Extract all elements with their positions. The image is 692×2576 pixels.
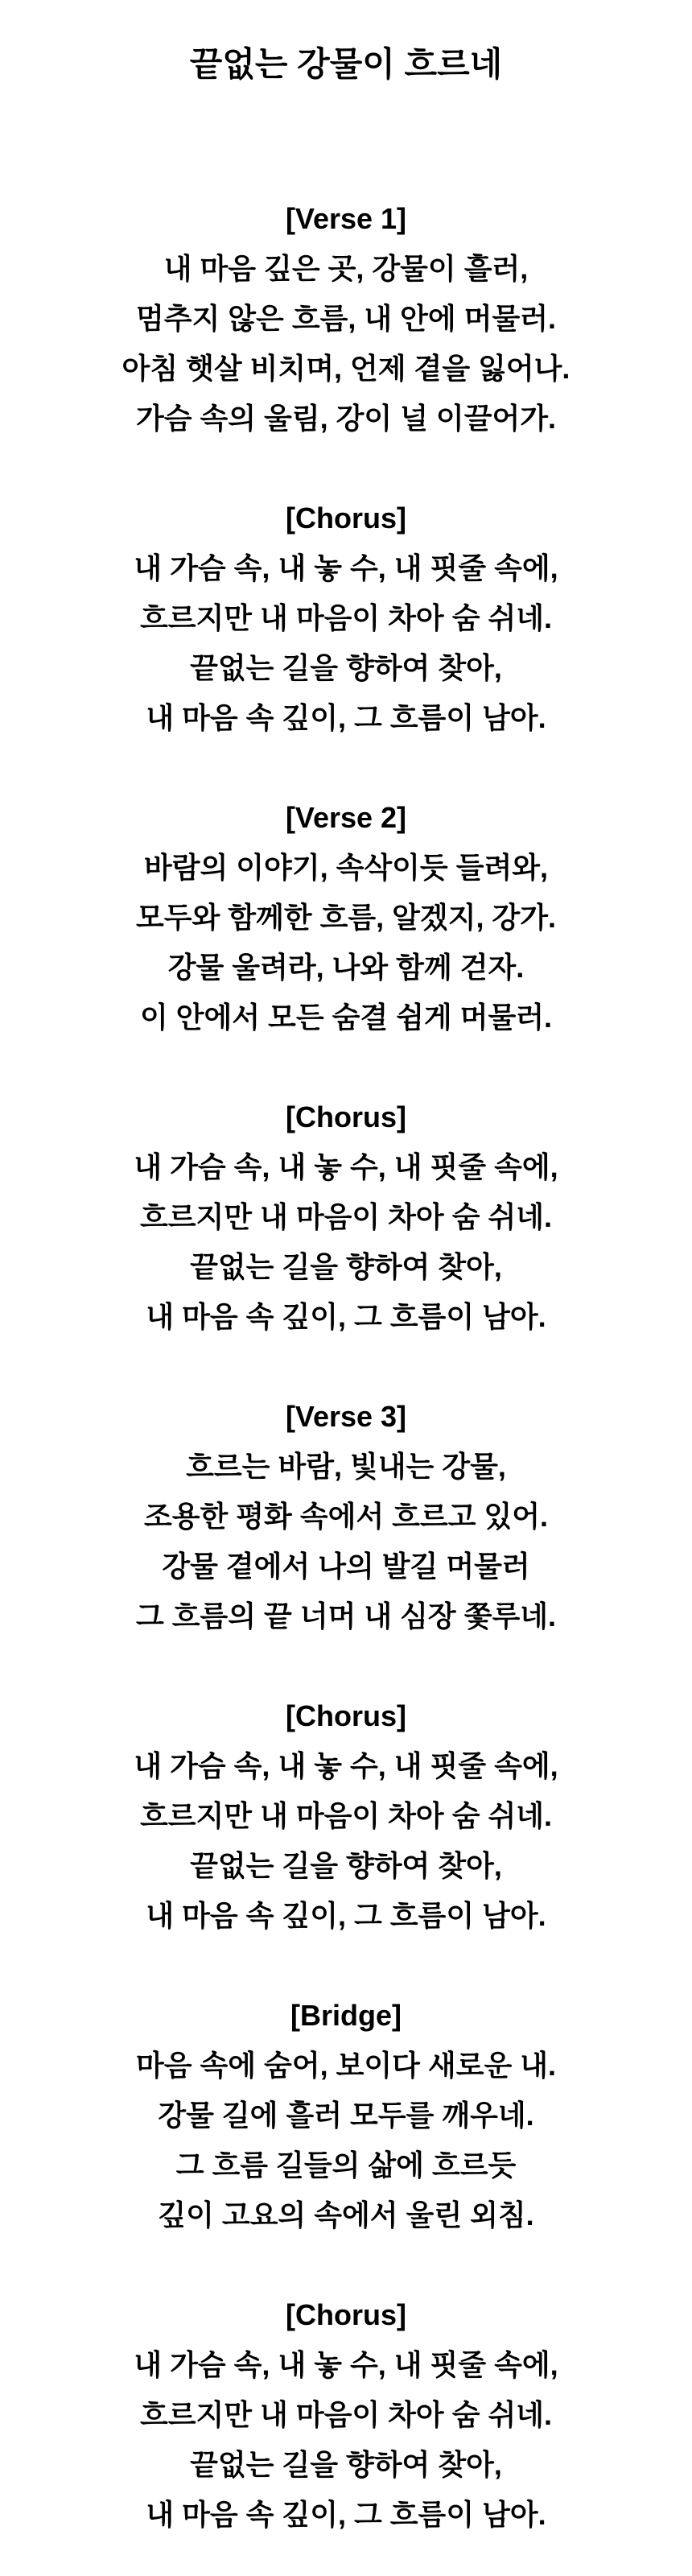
lyric-line: 내 가슴 속, 내 놓 수, 내 핏줄 속에, — [134, 1749, 558, 1782]
section-chorus-4 — [0, 2290, 692, 2540]
lyric-line: 내 마음 속 깊이, 그 흐름이 남아. — [146, 1300, 546, 1333]
lyric-line: 아침 햇살 비치며, 언제 곁을 잃어나. — [122, 352, 570, 385]
lyric-line: 흐르지만 내 마음이 차아 숨 쉬네. — [139, 1799, 553, 1832]
lyric-line: 강물 곁에서 나의 발길 머물러 — [162, 1550, 530, 1583]
lyric-line: 강물 울려라, 나와 함께 걷자. — [167, 951, 525, 984]
lyric-line: 조용한 평화 속에서 흐르고 있어. — [143, 1500, 549, 1533]
lyric-line: 내 마음 속 깊이, 그 흐름이 남아. — [146, 701, 546, 734]
lyric-line: 마음 속에 숨어, 보이다 새로운 내. — [135, 2049, 557, 2082]
lyric-line: 깊이 고요의 속에서 울린 외침. — [158, 2198, 534, 2231]
lyric-line: 그 흐름 길들의 삶에 흐르듯 — [175, 2149, 517, 2182]
lyric-line: 흐르지만 내 마음이 차아 숨 쉬네. — [139, 1200, 553, 1233]
lyric-line: 강물 길에 흘러 모두를 깨우네. — [158, 2099, 534, 2132]
lyric-line: 내 마음 깊은 곳, 강물이 흘러, — [163, 252, 529, 285]
lyric-line: 끝없는 길을 향하여 찾아, — [190, 1849, 502, 1882]
lyric-line: 흐르지만 내 마음이 차아 숨 쉬네. — [139, 601, 553, 634]
section-chorus-2 — [0, 1092, 692, 1342]
section-chorus-3 — [0, 1691, 692, 1941]
section-verse-1 — [0, 194, 692, 444]
section-label: [Verse 2] — [285, 801, 407, 834]
lyric-line: 내 가슴 속, 내 놓 수, 내 핏줄 속에, — [134, 2348, 558, 2381]
lyric-line: 그 흐름의 끝 너머 내 심장 쫓루네. — [135, 1600, 557, 1633]
section-label: [Verse 1] — [285, 202, 407, 235]
lyric-line: 이 안에서 모든 숨결 쉼게 머물러. — [139, 1001, 553, 1034]
section-label: [Chorus] — [286, 2298, 406, 2331]
section-bridge — [0, 1991, 692, 2240]
lyric-line: 내 마음 속 깊이, 그 흐름이 남아. — [146, 1899, 546, 1932]
section-label: [Chorus] — [286, 502, 406, 535]
lyric-line: 가슴 속의 울림, 강이 널 이끌어가. — [135, 402, 557, 435]
lyric-line: 흐르지만 내 마음이 차아 숨 쉬네. — [139, 2398, 553, 2431]
section-label: [Chorus] — [286, 1100, 406, 1133]
lyric-line: 끝없는 길을 향하여 찾아, — [190, 2448, 502, 2481]
section-verse-2 — [0, 793, 692, 1042]
lyrics-body — [0, 85, 692, 2540]
lyric-line: 모두와 함께한 흐름, 알겠지, 강가. — [135, 901, 557, 934]
section-label: [Chorus] — [286, 1699, 406, 1732]
song-title: 끝없는 강물이 흐르네 — [189, 45, 503, 83]
section-label: [Bridge] — [290, 1999, 402, 2032]
lyric-line: 끝없는 길을 향하여 찾아, — [190, 651, 502, 684]
section-verse-3 — [0, 1392, 692, 1641]
lyric-line: 바람의 이야기, 속삭이듯 들려와, — [143, 851, 549, 884]
section-chorus-1 — [0, 493, 692, 743]
lyric-line: 내 가슴 속, 내 놓 수, 내 핏줄 속에, — [134, 551, 558, 584]
lyric-line: 멈추지 않은 흐름, 내 안에 머물러. — [135, 302, 557, 335]
section-label: [Verse 3] — [285, 1400, 407, 1433]
lyric-line: 내 가슴 속, 내 놓 수, 내 핏줄 속에, — [134, 1150, 558, 1183]
lyric-line: 내 마음 속 깊이, 그 흐름이 남아. — [146, 2498, 546, 2531]
lyric-line: 끝없는 길을 향하여 찾아, — [190, 1250, 502, 1283]
lyric-line: 흐르는 바람, 빛내는 강물, — [186, 1450, 506, 1483]
